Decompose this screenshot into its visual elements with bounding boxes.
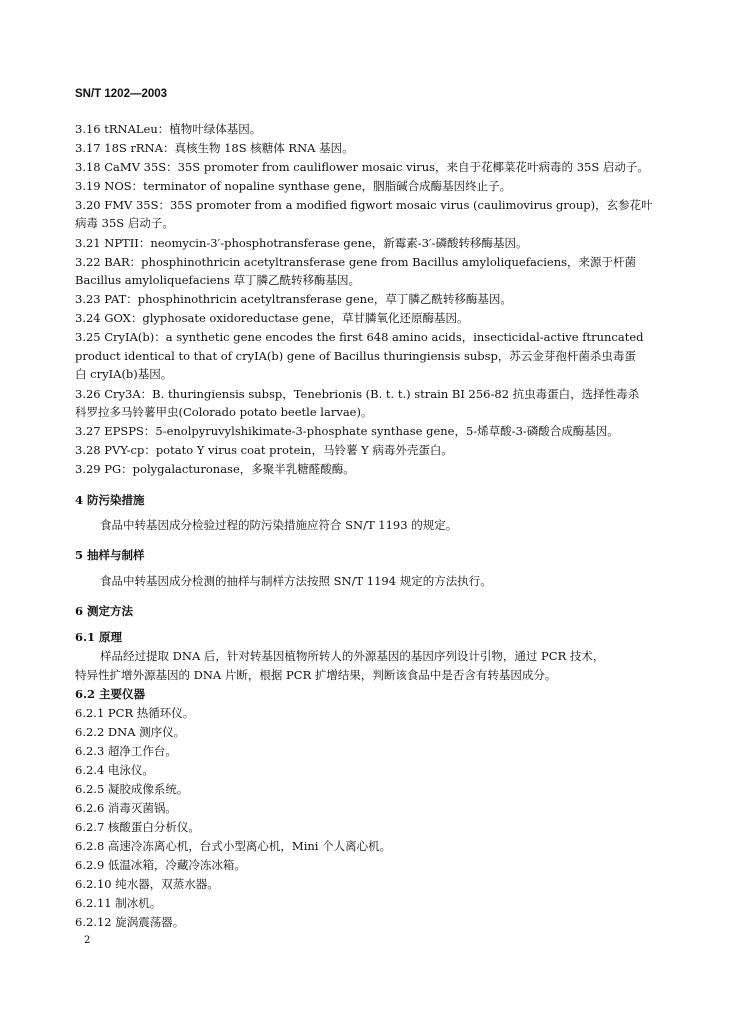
section-6-title: 6 测定方法	[75, 604, 134, 618]
instrument-item: 6.2.9 低温冰箱，冷藏冷冻冰箱。	[75, 858, 246, 872]
section-6-1-line1: 样品经过提取 DNA 后，针对转基因植物所转人的外源基因的基因序列设计引物，通过 PCR 技术，	[100, 649, 605, 663]
page-number: 2	[84, 935, 91, 946]
definition-3-18: 3.18 CaMV 35S：35S promoter from cauliflower mosaic virus，来自于花椰菜花叶病毒的 35S 启动子。	[75, 160, 649, 174]
definition-3-19: 3.19 NOS：terminator of nopaline synthase gene，胭脂碱合成酶基因终止子。	[75, 179, 512, 193]
instrument-item: 6.2.3 超净工作台。	[75, 744, 177, 758]
instrument-item: 6.2.1 PCR 热循环仪。	[75, 706, 195, 720]
section-6-1-line2: 特异性扩增外源基因的 DNA 片断，根据 PCR 扩增结果，判断该食品中是否含有转基因成分。	[75, 668, 557, 682]
section-6-2-title: 6.2 主要仪器	[75, 687, 146, 701]
instrument-item: 6.2.5 凝胶成像系统。	[75, 782, 189, 796]
definition-3-26-cont: 科罗拉多马铃薯甲虫(Colorado potato beetle larvae)。	[75, 405, 373, 419]
instrument-item: 6.2.2 DNA 测序仪。	[75, 725, 186, 739]
definition-3-16: 3.16 tRNALeu：植物叶绿体基因。	[75, 122, 262, 136]
definition-3-20: 3.20 FMV 35S：35S promoter from a modified figwort mosaic virus (caulimovirus group)，玄参花叶	[75, 198, 653, 212]
definition-3-26: 3.26 Cry3A：B. thuringiensis subsp，Tenebrionis (B. t. t.) strain BI 256-82 抗虫毒蛋白，选择性毒杀	[75, 387, 640, 401]
instrument-item: 6.2.11 制冰机。	[75, 896, 162, 910]
definition-3-22-cont: Bacillus amyloliquefaciens 草丁膦乙酰转移酶基因。	[75, 273, 361, 287]
definition-3-17: 3.17 18S rRNA：真核生物 18S 核糖体 RNA 基因。	[75, 141, 354, 155]
definition-3-20-cont: 病毒 35S 启动子。	[75, 216, 174, 230]
definition-3-24: 3.24 GOX：glyphosate oxidoreductase gene，草甘膦氧化还原酶基因。	[75, 311, 469, 325]
instrument-item: 6.2.10 纯水器，双蒸水器。	[75, 877, 219, 891]
definition-3-22: 3.22 BAR：phosphinothricin acetyltransferase gene from Bacillus amyloliquefaciens，来源于杆菌	[75, 255, 637, 269]
definition-3-27: 3.27 EPSPS：5-enolpyruvylshikimate-3-phosphate synthase gene，5-烯草酸-3-磷酸合成酶基因。	[75, 424, 619, 438]
definition-3-25-cont2: 白 cryIA(b)基因。	[75, 367, 173, 381]
section-4-text: 食品中转基因成分检验过程的防污染措施应符合 SN/T 1193 的规定。	[100, 518, 458, 532]
section-6-1-title: 6.1 原理	[75, 630, 123, 644]
definition-3-29: 3.29 PG：polygalacturonase，多聚半乳糖醛酸酶。	[75, 462, 355, 476]
standard-code: SN/T 1202—2003	[75, 88, 168, 100]
definition-3-21: 3.21 NPTII：neomycin-3′-phosphotransferase gene，新霉素-3′-磷酸转移酶基因。	[75, 236, 528, 250]
section-4-title: 4 防污染措施	[75, 493, 145, 507]
definition-3-28: 3.28 PVY-cp：potato Y virus coat protein，马铃薯 Y 病毒外壳蛋白。	[75, 443, 453, 457]
definition-3-25-cont1: product identical to that of cryIA(b) gene of Bacillus thuringiensis subsp，苏云金芽孢杆菌杀虫毒蛋	[75, 349, 636, 363]
instrument-item: 6.2.8 高速冷冻离心机，台式小型离心机，Mini 个人离心机。	[75, 839, 392, 853]
instrument-item: 6.2.6 消毒灭菌锅。	[75, 801, 177, 815]
definition-3-23: 3.23 PAT：phosphinothricin acetyltransferase gene，草丁膦乙酰转移酶基因。	[75, 292, 512, 306]
definition-3-25: 3.25 CryIA(b)：a synthetic gene encodes the first 648 amino acids，insecticidal-active ftruncated	[75, 330, 644, 344]
instrument-item: 6.2.7 核酸蛋白分析仪。	[75, 820, 200, 834]
instrument-item: 6.2.4 电泳仪。	[75, 763, 154, 777]
section-5-text: 食品中转基因成分检测的抽样与制样方法按照 SN/T 1194 规定的方法执行。	[100, 574, 492, 588]
section-5-title: 5 抽样与制样	[75, 548, 145, 562]
instrument-item: 6.2.12 旋涡震荡器。	[75, 915, 185, 929]
